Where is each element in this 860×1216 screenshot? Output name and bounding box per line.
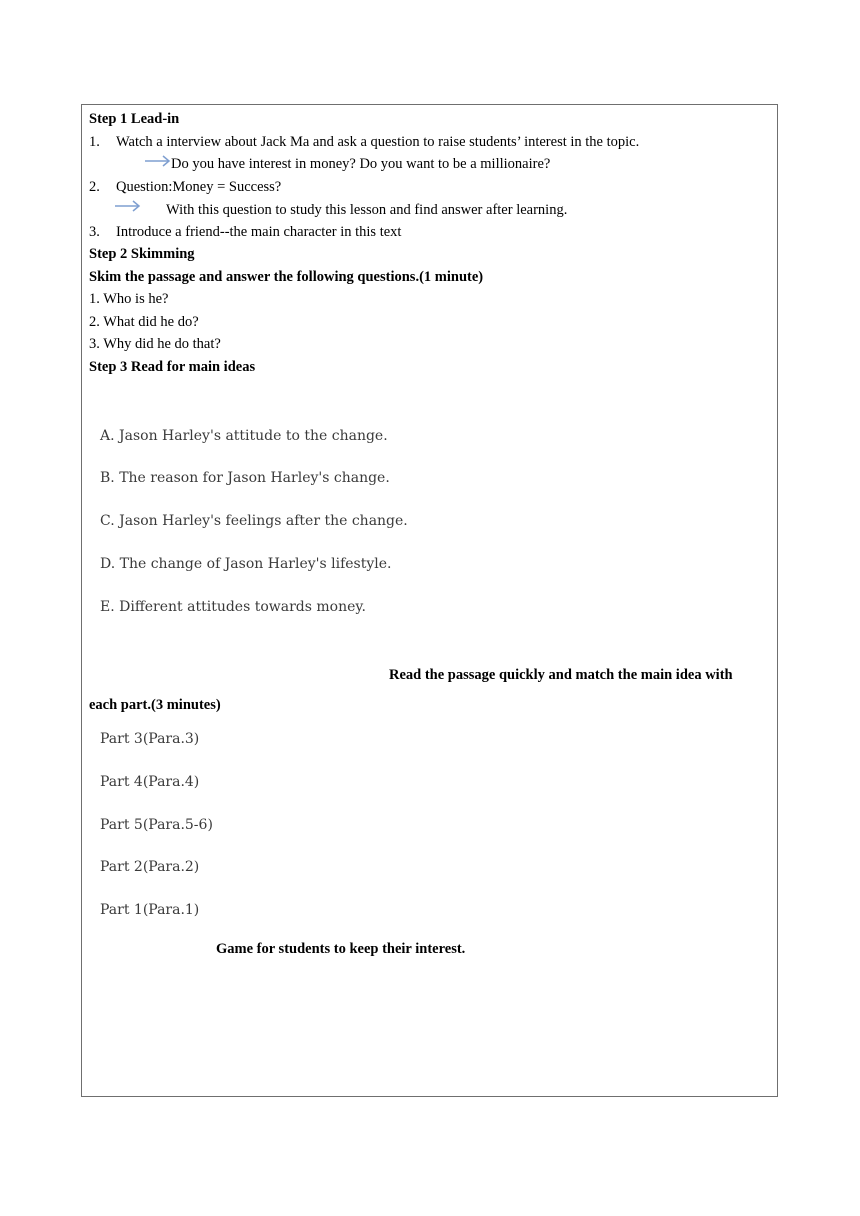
arrow-right-icon <box>145 155 171 167</box>
step1-item-3-num: 3. <box>89 224 100 240</box>
step2-question-2: 2. What did he do? <box>89 314 199 330</box>
step2-question-1: 1. Who is he? <box>89 291 169 307</box>
step3-heading: Step 3 Read for main ideas <box>89 359 256 375</box>
step2-heading: Step 2 Skimming <box>89 246 195 262</box>
step3-instruction-line1: Read the passage quickly and match the main idea with <box>389 667 733 683</box>
part-label-3: Part 5(Para.5-6) <box>100 817 213 833</box>
step1-sub1: Do you have interest in money? Do you want to be a millionaire? <box>171 156 551 172</box>
main-idea-option-d: D. The change of Jason Harley's lifestyle. <box>100 556 392 572</box>
step2-instruction: Skim the passage and answer the following questions.(1 minute) <box>89 269 484 285</box>
step1-heading: Step 1 Lead-in <box>89 111 180 127</box>
step1-item-2-text: Question:Money = Success? <box>116 179 282 195</box>
arrow-right-icon <box>115 200 141 212</box>
step1-sub2: With this question to study this lesson and find answer after learning. <box>166 202 568 218</box>
step1-item-3-text: Introduce a friend--the main character in this text <box>116 224 402 240</box>
part-label-2: Part 4(Para.4) <box>100 774 200 790</box>
step1-item-1-text: Watch a interview about Jack Ma and ask a question to raise students’ interest in the topic. <box>116 134 640 150</box>
step3-instruction-line2: each part.(3 minutes) <box>89 697 221 713</box>
main-idea-option-b: B. The reason for Jason Harley's change. <box>100 470 390 486</box>
main-idea-option-e: E. Different attitudes towards money. <box>100 599 366 615</box>
game-note: Game for students to keep their interest. <box>216 941 466 957</box>
part-label-4: Part 2(Para.2) <box>100 859 200 875</box>
step1-item-1-num: 1. <box>89 134 100 150</box>
part-label-5: Part 1(Para.1) <box>100 902 200 918</box>
step2-question-3: 3. Why did he do that? <box>89 336 221 352</box>
main-idea-option-c: C. Jason Harley's feelings after the change. <box>100 513 408 529</box>
part-label-1: Part 3(Para.3) <box>100 731 200 747</box>
step1-item-2-num: 2. <box>89 179 100 195</box>
main-idea-option-a: A. Jason Harley's attitude to the change. <box>100 428 388 444</box>
